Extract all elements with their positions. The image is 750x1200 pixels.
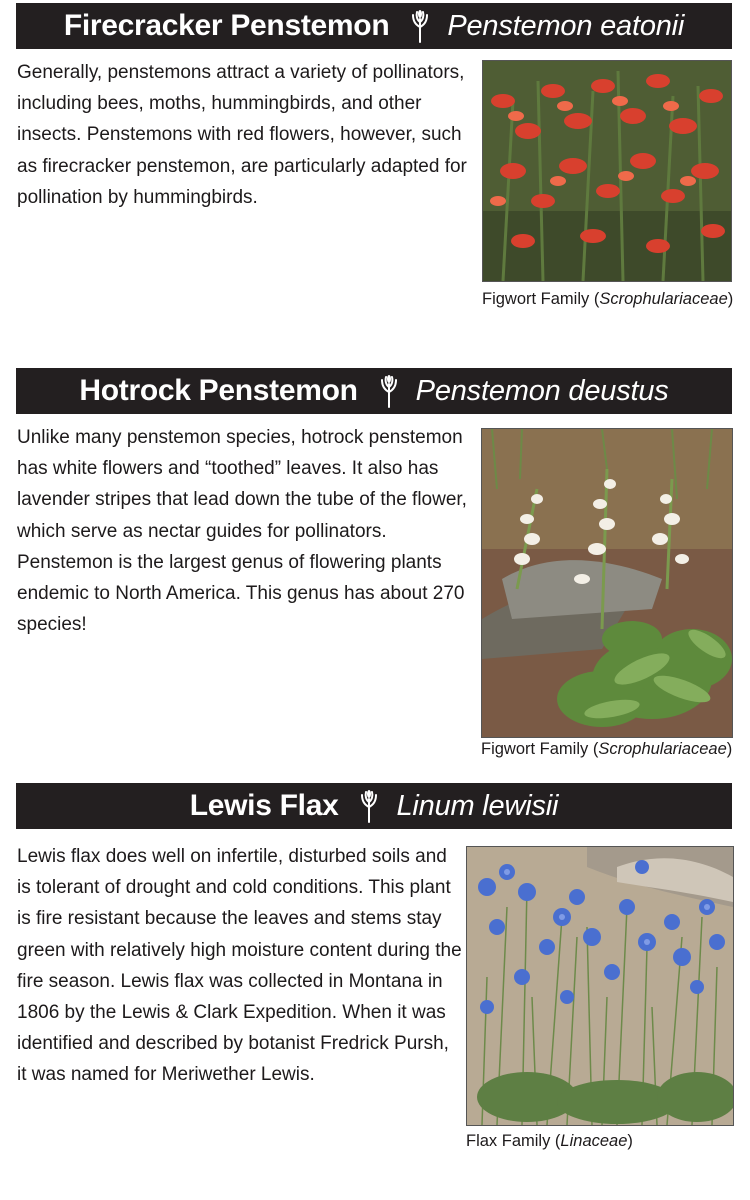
- scientific-name: Penstemon eatonii: [447, 9, 685, 42]
- common-name: Hotrock Penstemon: [79, 374, 358, 407]
- family-caption-lewis-flax: [466, 1132, 633, 1151]
- description-firecracker: Generally, penstemons attract a variety of pollinators, including bees, moths, hummingbirds, and other insects. Penstemons with red flowers, however, such as firecracker penstemon, are particularly adapted for pollination by hummingbirds.: [17, 62, 467, 208]
- photo-lewis-flax: [466, 846, 734, 1126]
- photo-hotrock-penstemon: [481, 428, 733, 738]
- plant-sprig-icon: [358, 789, 380, 823]
- caption-close-paren: ): [726, 740, 733, 758]
- plant-sprig-icon: [378, 374, 400, 408]
- photo-firecracker-penstemon: [482, 60, 732, 282]
- plant-sprig-icon: [409, 9, 431, 43]
- description-hotrock: Unlike many penstemon species, hotrock penstemon has white flowers and “toothed” leaves. It also has lavender stripes that lead down the tube of the flower, which serve as nectar guides for pollinators. Penstemon is the largest genus of flowering plants endemic to North America. This genus has about 270 species!: [17, 427, 467, 636]
- family-caption-hotrock: [481, 740, 732, 759]
- caption-close-paren: ): [627, 1132, 633, 1150]
- common-name: Firecracker Penstemon: [63, 9, 390, 42]
- family-latin-name: Scrophulariaceae: [599, 290, 728, 308]
- caption-close-paren: ): [727, 290, 734, 308]
- family-name: Figwort Family (: [482, 290, 600, 308]
- common-name: Lewis Flax: [189, 789, 339, 822]
- family-name: Figwort Family (: [481, 740, 599, 758]
- family-latin-name: Linaceae: [560, 1132, 628, 1150]
- family-latin-name: Scrophulariaceae: [598, 740, 727, 758]
- section-header-hotrock: [16, 368, 732, 414]
- family-caption-firecracker: [482, 290, 733, 309]
- scientific-name: Penstemon deustus: [415, 374, 669, 407]
- family-name: Flax Family (: [466, 1132, 561, 1150]
- section-header-lewis-flax: [16, 783, 732, 829]
- description-lewis-flax: Lewis flax does well on infertile, disturbed soils and is tolerant of drought and cold conditions. This plant is fire resistant because the leaves and stems stay green with relatively high moisture content during the fire season. Lewis flax was collected in Montana in 1806 by the Lewis & Clark Expedition. When it was identified and described by botanist Fredrick Pursh, it was named for Meriwether Lewis.: [17, 846, 462, 1086]
- scientific-name: Linum lewisii: [396, 789, 559, 822]
- section-header-firecracker: [16, 3, 732, 49]
